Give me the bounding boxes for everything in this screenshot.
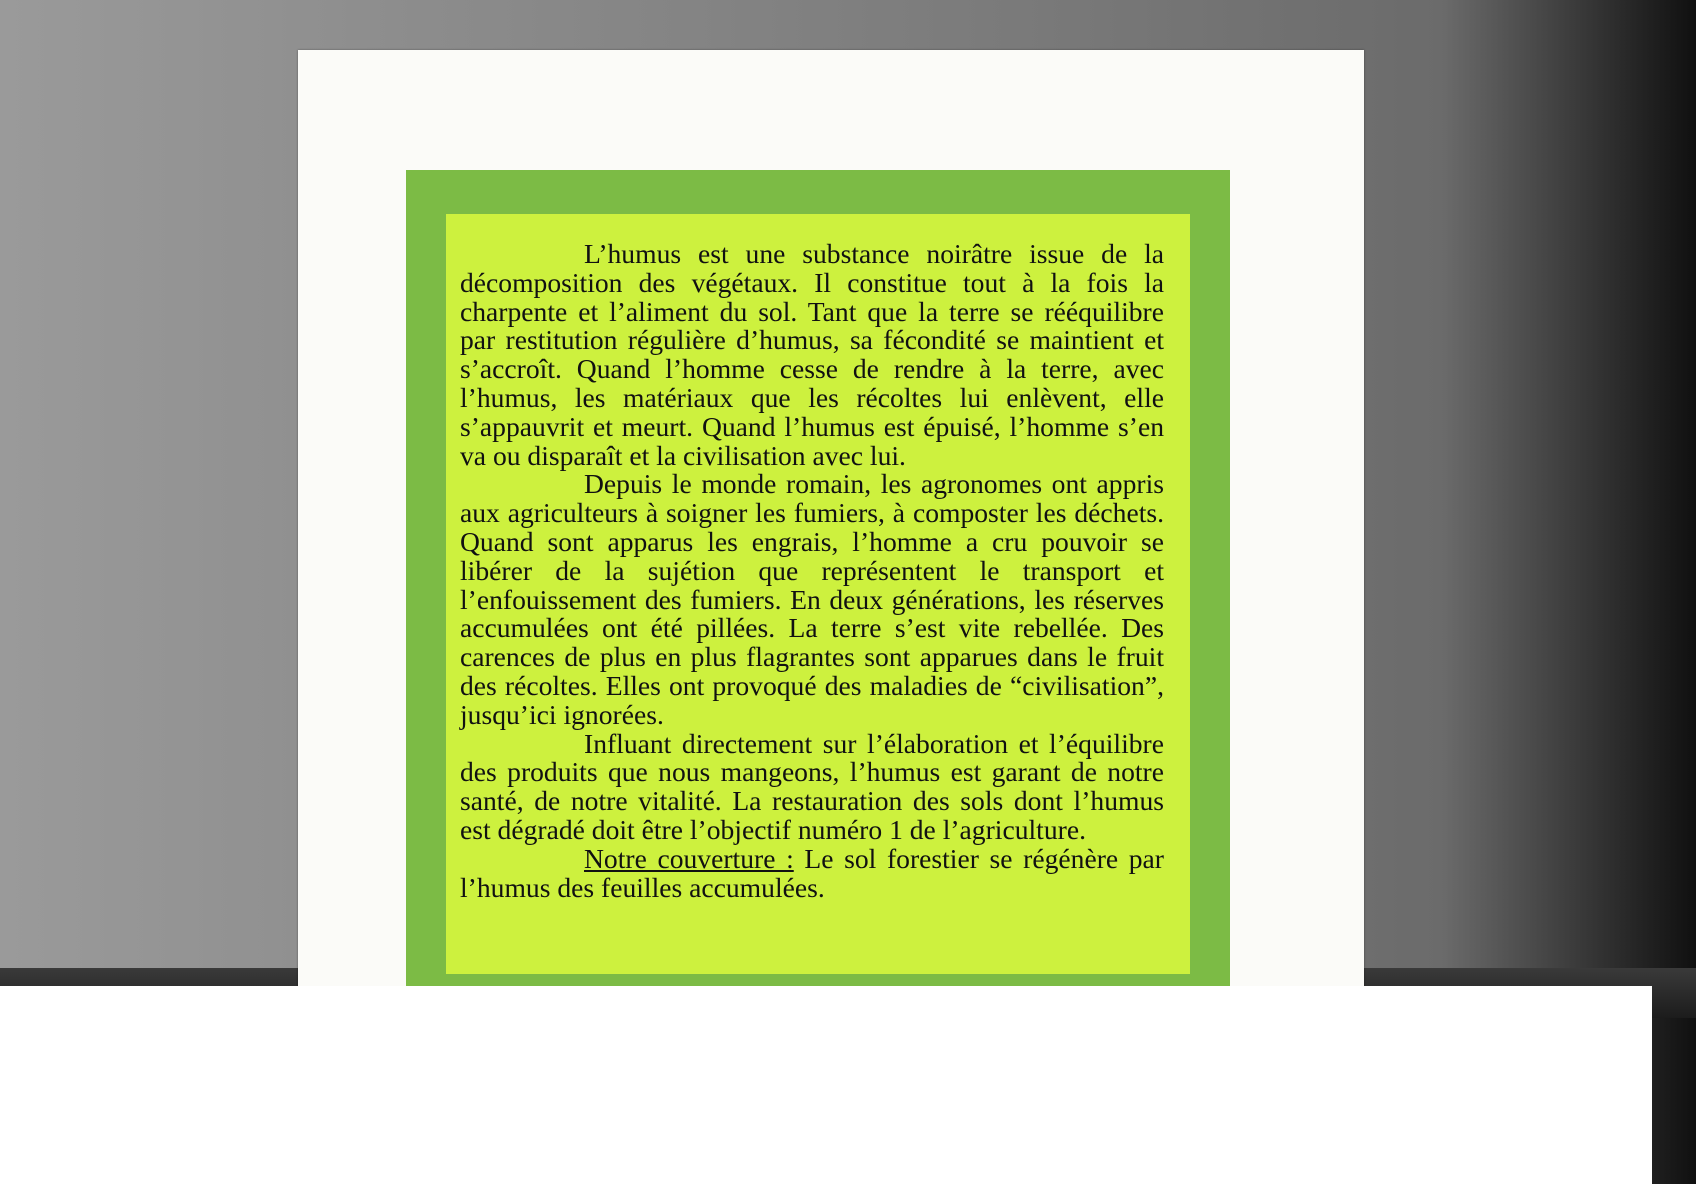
white-sheet	[0, 986, 1652, 1184]
text-panel	[446, 214, 1190, 974]
cover-note-label: Notre couverture :	[584, 842, 794, 874]
paragraph-2: Depuis le monde romain, les agronomes ont appris aux agriculteurs à soigner les fumiers, à composter les déchets. Quand sont apparus les engrais, l’homme a cru pouvoir se libérer de la sujétion que représentent le transport et l’enfouissement des fumiers. En deux générations, les réserves accumulées ont été pillées. La terre s’est vite rebellée. Des carences de plus en plus flagrantes sont apparues dans le fruit des récoltes. Elles ont provoqué des maladies de “civilisation”, jusqu’ici ignorées.	[460, 468, 1164, 730]
cover-note	[460, 842, 1164, 903]
book-back-cover	[298, 50, 1364, 1010]
cover-note-text: Le sol forestier se régénère par l’humus des feuilles accumulées.	[460, 842, 1164, 903]
paragraph-1: L’humus est une substance noirâtre issue de la décomposition des végétaux. Il constitue tout à la fois la charpente et l’aliment du sol. Tant que la terre se rééquilibre par restitution régulière d’humus, sa fécondité se maintient et s’accroît. Quand l’homme cesse de rendre à la terre, avec l’humus, les matériaux que les récoltes lui enlèvent, elle s’appauvrit et meurt. Quand l’humus est épuisé, l’homme s’en va ou disparaît et la civilisation avec lui.	[460, 238, 1164, 471]
green-frame	[406, 170, 1230, 1000]
paragraph-3: Influant directement sur l’élaboration et l’équilibre des produits que nous mangeons, l’humus est garant de notre santé, de notre vitalité. La restauration des sols dont l’humus est dégradé doit être l’objectif numéro 1 de l’agriculture.	[460, 727, 1164, 845]
